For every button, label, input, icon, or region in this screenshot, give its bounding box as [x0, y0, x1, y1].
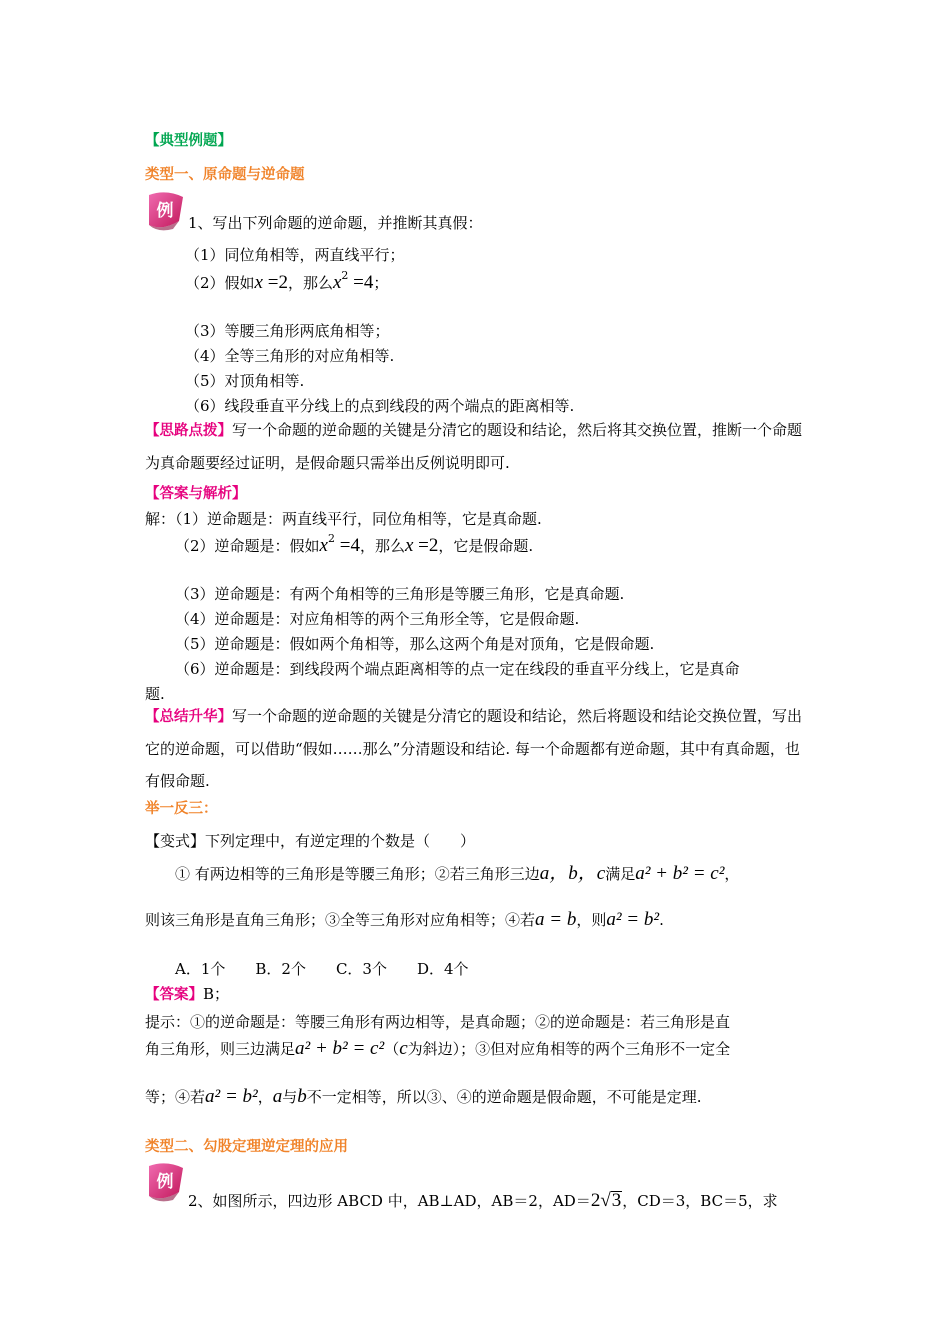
- summary-label: 【总结升华】: [145, 709, 232, 725]
- summary-text: 写一个命题的逆命题的关键是分清它的题设和结论，然后将题设和结论交换位置，写出它的逆命题，可以借助“假如……那么”分清题设和结论. 每一个命题都有逆命题，其中有真命题，也有假命题.: [145, 707, 803, 790]
- section-heading: 【典型例题】: [145, 133, 232, 149]
- hint-label: 【思路点拨】: [145, 423, 232, 439]
- variant-line1: ① 有两边相等的三角形是等腰三角形；②若三角形三边a，b，c满足a² + b² = c²，: [175, 863, 740, 884]
- sol-s3: （3）逆命题是：有两个角相等的三角形是等腰三角形，它是真命题.: [175, 585, 625, 603]
- practice-heading: 举一反三：: [145, 801, 218, 817]
- hint-text: 写一个命题的逆命题的关键是分清它的题设和结论，然后将其交换位置，推断一个命题为真命题要经过证明，是假命题只需举出反例说明即可.: [145, 421, 803, 472]
- answer2: 【答案】B；: [145, 985, 230, 1003]
- ex1-p5: （5）对顶角相等.: [185, 372, 305, 390]
- variant-options: A．1个 B．2个 C．3个 D．4个: [175, 960, 469, 978]
- ex2-stem: 2、如图所示，四边形 ABCD 中，AB⊥AD，AB＝2，AD＝2√3，CD＝3，BC＝5，求: [188, 1190, 778, 1211]
- tip-line1: 提示：①的逆命题是：等腰三角形有两边相等，是真命题；②的逆命题是：若三角形是直: [145, 1013, 731, 1031]
- ex1-p3: （3）等腰三角形两底角相等；: [185, 322, 390, 340]
- sol-s6a: （6）逆命题是：到线段两个端点距离相等的点一定在线段的垂直平分线上，它是真命: [175, 660, 740, 678]
- ex1-p6: （6）线段垂直平分线上的点到线段的两个端点的距离相等.: [185, 397, 575, 415]
- ex1-p1: （1）同位角相等，两直线平行；: [185, 246, 405, 264]
- example-badge-icon: [143, 191, 189, 231]
- hint-block: [145, 414, 807, 479]
- variant-label: 【变式】下列定理中，有逆定理的个数是（ ）: [145, 832, 476, 850]
- ex1-stem: 1、写出下列命题的逆命题，并推断其真假：: [188, 214, 483, 232]
- example-badge-icon: [143, 1162, 189, 1202]
- type2-heading: 类型二、勾股定理逆定理的应用: [145, 1139, 348, 1155]
- sol-s6b: 题.: [145, 685, 165, 703]
- sol-s5: （5）逆命题是：假如两个角相等，那么这两个角是对顶角，它是假命题.: [175, 635, 655, 653]
- badge-label: 例: [156, 1172, 174, 1192]
- variant-line2: 则该三角形是直角三角形；③全等三角形对应角相等；④若a = b，则a² = b².: [145, 909, 664, 930]
- type1-heading: 类型一、原命题与逆命题: [145, 167, 305, 183]
- sol-s1: 解：（1）逆命题是：两直线平行，同位角相等，它是真命题.: [145, 510, 542, 528]
- sol-s2: （2）逆命题是：假如$x^2 =4$，那么x =2，它是假命题.: [175, 532, 534, 556]
- ex1-p2: （2）假如x =2，那么$x^2 =4$；: [185, 269, 389, 293]
- ex1-p4: （4）全等三角形的对应角相等.: [185, 347, 395, 365]
- badge-label: 例: [156, 201, 174, 221]
- answer-label: 【答案与解析】: [145, 486, 247, 502]
- sol-s4: （4）逆命题是：对应角相等的两个三角形全等，它是假命题.: [175, 610, 580, 628]
- tip-line2: 角三角形，则三边满足a² + b² = c²（c为斜边）；③但对应角相等的两个三角形不一定全: [145, 1038, 731, 1059]
- summary-block: [145, 700, 807, 797]
- tip-line3: 等；④若a² = b²，a与b不一定相等，所以③、④的逆命题是假命题，不可能是定理.: [145, 1086, 702, 1107]
